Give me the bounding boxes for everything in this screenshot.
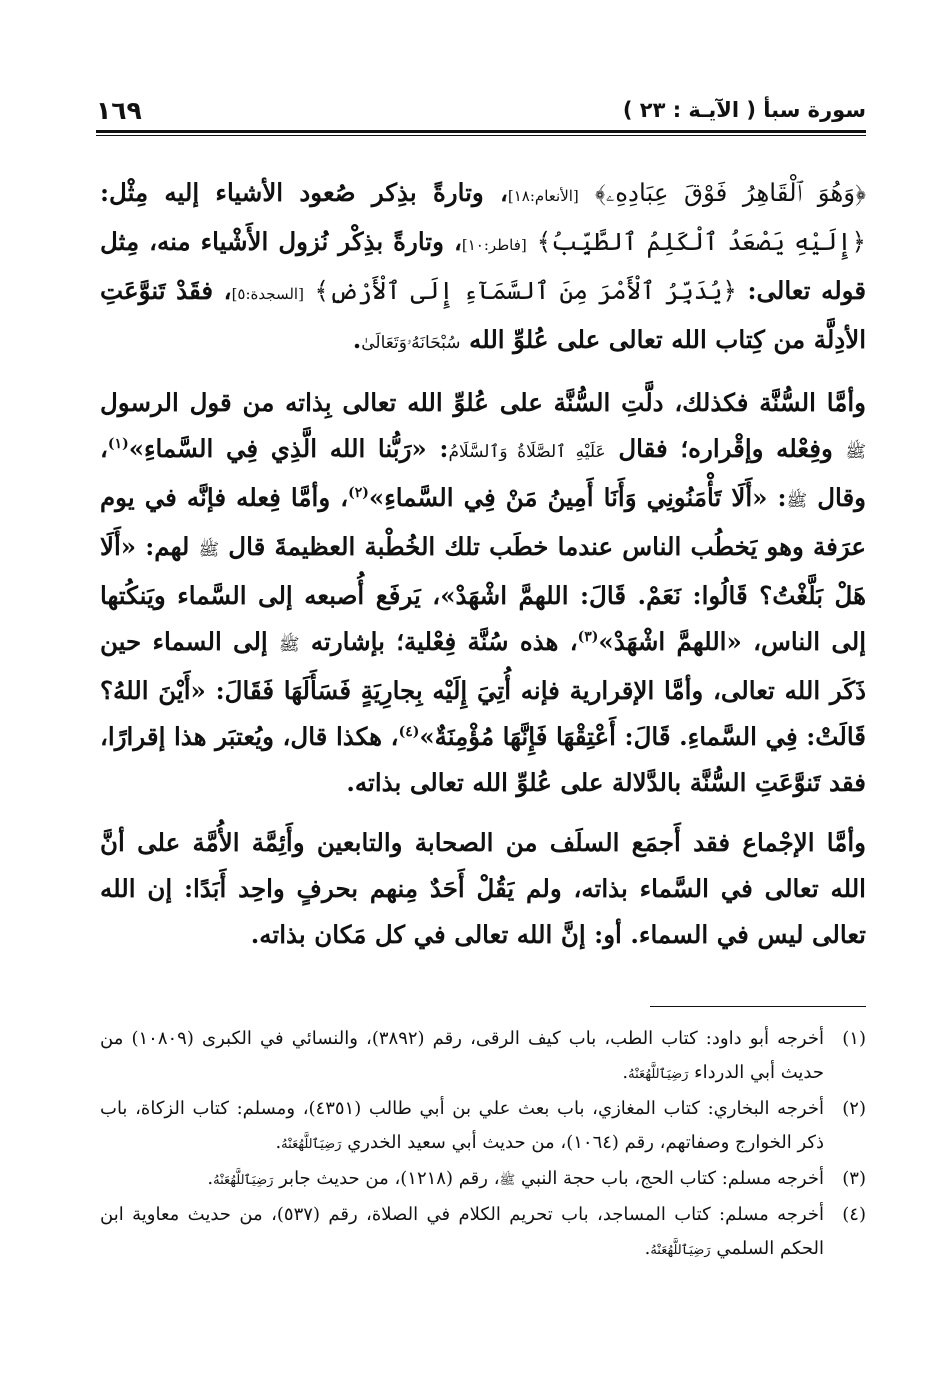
- text-segment: .: [622, 1062, 629, 1083]
- honorific-glyph: رَضِيَٱللَّهُعَنْهُ: [213, 1173, 274, 1188]
- honorific-glyph: ﷺ: [499, 1173, 516, 1188]
- text-segment: .: [275, 1132, 282, 1153]
- honorific-glyph: رَضِيَٱللَّهُعَنْهُ: [628, 1067, 689, 1082]
- honorific-glyph: رَضِيَٱللَّهُعَنْهُ: [650, 1243, 711, 1258]
- paragraph-sunnah-evidence: [100, 380, 866, 806]
- text-segment: ، هذه سُنَّة فِعْلية؛ بإشارته: [310, 627, 578, 656]
- footnote-separator: [650, 1006, 866, 1007]
- footnote-text: أخرجه مسلم: كتاب الحج، باب حجة النبي: [520, 1168, 824, 1189]
- footnote-text: أخرجه أبو داود: كتاب الطب، باب كيف الرقى، رقم (٣٨٩٢)، والنسائي في الكبرى (١٠٨٠٩) من حديث أبي الدرداء: [100, 1028, 824, 1083]
- hadith-quote: : «رَبُّنا الله الَّذِي فِي السَّماءِ»: [128, 434, 449, 463]
- footnote-text: أخرجه مسلم: كتاب المساجد، باب تحريم الكلام في الصلاة، رقم (٥٣٧)، من حديث معاوية ابن الحكم السلمي: [100, 1204, 824, 1259]
- footnote-marker[interactable]: (١): [107, 435, 129, 452]
- header-rule-thick: [96, 130, 866, 133]
- footnote-number: (٢): [842, 1098, 866, 1119]
- text-segment: .: [644, 1238, 651, 1259]
- honorific-glyph: عَلَيْهِ ٱلصَّلَاةُ وَٱلسَّلَامُ: [448, 442, 606, 462]
- footnote-marker[interactable]: (٤): [398, 723, 420, 740]
- text-segment: .: [207, 1168, 214, 1189]
- text-segment: وأمَّا السُّنَّة فكذلك، دلَّتِ السُّنَّة على عُلوِّ الله تعالى بِذاته من قول الرسول: [100, 388, 866, 417]
- footnote-marker[interactable]: (٣): [577, 628, 599, 645]
- footnote-item: [100, 1162, 866, 1198]
- footnote-number: (١): [842, 1028, 866, 1049]
- page-header: [96, 96, 866, 132]
- footnote-number: (٤): [842, 1204, 866, 1225]
- text-segment: ، فقَدْ تَنوَّعَتِ الأدِلَّة من كِتاب الله تعالى على عُلوِّ الله: [100, 276, 866, 354]
- honorific-glyph: ﷺ: [279, 635, 300, 655]
- footnote-text: أخرجه البخاري: كتاب المغازي، باب بعث علي بن أبي طالب (٤٣٥١)، ومسلم: كتاب الزكاة، باب ذكر الخوارج وصفاتهم، رقم (١٠٦٤)، من حديث أبي سعيد الخدري: [100, 1098, 824, 1153]
- footnote-item: [100, 1092, 866, 1162]
- main-text: [100, 170, 866, 958]
- verse-ref-fatir: [فاطر:١٠]: [461, 236, 527, 254]
- verse-ref-anam: [الأنعام:١٨]: [507, 187, 579, 205]
- quran-verse-fatir: ﴿إِلَيْهِ يَصْعَدُ ٱلْكَلِمُ ٱلطَّيِّبُ﴾: [536, 227, 867, 256]
- hadith-quote: إلى السماء حين ذَكَر الله تعالى، وأمَّا الإقرارية فإنه أُتِيَ إِلَيْه بِجارِيَةٍ فَسَأَلَهَا فَقَالَ: «أَيْنَ اللهُ؟ قَالَتْ: فِي السَّماءِ. قَالَ: أَعْتِقْهَا فَإِنَّهَا مُؤْمِنَةٌ»: [100, 627, 866, 751]
- text-segment: ، وقال: [100, 434, 867, 512]
- honorific-glyph: ﷺ: [786, 491, 808, 511]
- honorific-glyph: ﷺ: [845, 442, 867, 462]
- honorific-glyph: رَضِيَٱللَّهُعَنْهُ: [281, 1137, 342, 1152]
- footnote-item: [100, 1022, 866, 1092]
- paragraph-quran-evidence: [100, 170, 866, 366]
- text-segment: ، وتارةً بذِكر صُعود الأشياء إليه مِثْل:: [100, 178, 508, 207]
- text-segment: وفِعْله وإقْراره؛ فقال: [618, 434, 833, 463]
- header-rule-thin: [96, 135, 866, 136]
- footnotes: [100, 1022, 866, 1268]
- hadith-quote: لهم: «أَلَا هَلْ بَلَّغْتُ؟ قَالُوا: نَعَمْ. قَالَ: اللهمَّ اشْهَدْ»، يَرفَع أُصبعه إلى السَّماء ويَنكُتها إلى الناس، «اللهمَّ اشْهَدْ»: [100, 532, 867, 656]
- footnote-text: ، رقم (١٢١٨)، من حديث جابر: [279, 1168, 500, 1189]
- text-segment: ، وتارةً بذِكْر نُزول الأَشْياء منه، مِثل قوله تعالى:: [100, 227, 867, 305]
- footnote-item: [100, 1198, 866, 1268]
- footnote-number: (٣): [842, 1168, 866, 1189]
- surah-title: سورة سبأ ( الآيـة : ٢٣ ): [622, 98, 866, 122]
- verse-ref-sajda: [السجدة:٥]: [231, 285, 304, 303]
- footnote-marker[interactable]: (٢): [348, 484, 369, 501]
- text-segment: ، هكذا قال، ويُعتبَر هذا إقرارًا، فقد تَنوَّعَتِ السُّنَّة بالدَّلالة على عُلوِّ الله تعالى بذاته.: [100, 722, 866, 797]
- honorific-glyph: سُبْحَانَهُۥوَتَعَالَىٰ: [361, 333, 461, 353]
- text-segment: ، وأمَّا فِعله فإنَّه في يوم عرَفة وهو يَخطُب الناس عندما خطَب تلك الخُطْبة العظيمةَ قال: [100, 483, 867, 561]
- quran-verse-anam: ﴿وَهُوَ ٱلْقَاهِرُ فَوْقَ عِبَادِهِۦ﴾: [595, 178, 866, 207]
- honorific-glyph: ﷺ: [198, 540, 220, 560]
- quran-verse-sajda: ﴿يُدَبِّرُ ٱلْأَمْرَ مِنَ ٱلسَّمَآءِ إِلَى ٱلْأَرْضِ﴾: [314, 276, 737, 305]
- page-number: ١٦٩: [96, 96, 142, 125]
- text-segment: .: [352, 325, 362, 354]
- hadith-quote: : «أَلَا تَأْمَنُونِي وَأَنَا أَمِينُ مَنْ فِي السَّماءِ»: [368, 483, 787, 512]
- paragraph-ijma-evidence: وأمَّا الإجْماع فقد أَجمَع السلَف من الصحابة والتابعين وأَئِمَّة الأُمَّة على أنَّ الله تعالى في السَّماء بذاته، ولم يَقُلْ أَحَدٌ مِنهم بحرفٍ واحِد أَبَدًا: إن الله تعالى ليس في السماء. أو: إنَّ الله تعالى في كل مَكان بذاته.: [100, 828, 866, 949]
